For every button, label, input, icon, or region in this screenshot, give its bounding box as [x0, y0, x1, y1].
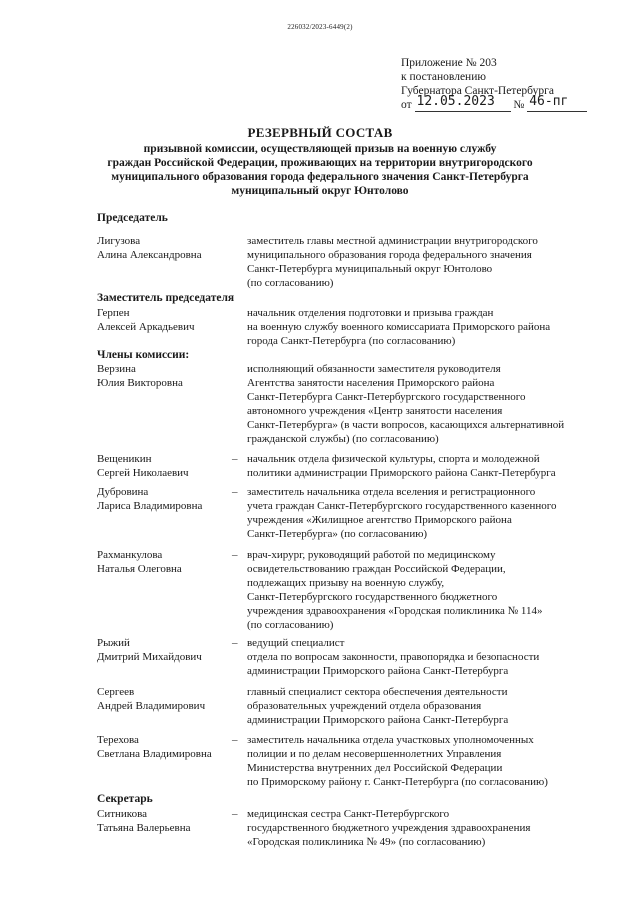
member-position: ведущий специалист отдела по вопросам законности, правопорядка и безопасности администрации Приморского района Санкт-Петербурга — [247, 637, 540, 677]
appendix-block — [401, 56, 621, 112]
member-name: Лигузова Алина Александровна — [97, 235, 202, 261]
number-field — [527, 94, 587, 112]
number-prefix: № — [513, 99, 525, 111]
handwritten-date: 12.05.2023 — [416, 94, 495, 109]
subtitle-line: призывной комиссии, осуществляющей призыв на военную службу — [143, 143, 497, 155]
appendix-date-line — [401, 94, 621, 112]
document-subtitle — [100, 142, 540, 198]
member-name: Верзина Юлия Викторовна — [97, 363, 183, 389]
member-position: медицинская сестра Санкт-Петербургского государственного бюджетного учреждения здравоохранения «Городская поликлиника № 49» (по согласованию) — [247, 808, 531, 848]
subtitle-line: муниципального образования города федерального значения Санкт-Петербурга — [111, 171, 529, 183]
role-secretary-heading: Секретарь — [97, 793, 153, 805]
document-number: 226032/2023-6449(2) — [287, 23, 353, 31]
dash-separator: – — [232, 486, 238, 498]
dash-separator: – — [232, 549, 238, 561]
handwritten-number: 46-пг — [529, 94, 569, 109]
member-name: Рахманкулова Наталья Олеговна — [97, 549, 182, 575]
member-position: заместитель начальника отдела вселения и регистрационного учета граждан Санкт-Петербургского государственного казенного учреждения «Жилищное агентство Приморского района Санкт-Петербурга» (по согласованию) — [247, 486, 557, 540]
member-name: Сергеев Андрей Владимирович — [97, 686, 206, 712]
appendix-line: Губернатора Санкт-Петербурга — [401, 85, 554, 97]
member-position: врач-хирург, руководящий работой по медицинскому освидетельствованию граждан Российской Федерации, подлежащих призыву на военную службу, Санкт-Петербургского государственного бюджетного учреждения здравоохранения «Городская поликлиника № 114» (по согласованию) — [247, 549, 543, 631]
date-prefix: от — [401, 99, 412, 111]
document-title: РЕЗЕРВНЫЙ СОСТАВ — [247, 125, 393, 140]
dash-separator: – — [232, 637, 238, 649]
dash-separator: – — [232, 808, 238, 820]
subtitle-line: муниципальный округ Юнтолово — [231, 185, 409, 197]
date-field — [415, 94, 511, 112]
appendix-line: к постановлению — [401, 71, 486, 83]
role-chair-heading: Председатель — [97, 212, 168, 224]
member-position: заместитель главы местной администрации внутригородского муниципального образования города федерального значения Санкт-Петербурга муниципальный округ Юнтолово (по согласованию) — [247, 235, 538, 289]
member-position: начальник отделения подготовки и призыва граждан на военную службу военного комиссариата Приморского района города Санкт-Петербурга (по согласованию) — [247, 307, 551, 347]
member-name: Герпен Алексей Аркадьевич — [97, 307, 195, 333]
subtitle-line: граждан Российской Федерации, проживающих на территории внутригородского — [107, 157, 533, 169]
member-name: Терехова Светлана Владимировна — [97, 734, 212, 760]
member-position: начальник отдела физической культуры, спорта и молодежной политики администрации Приморского района Санкт-Петербурга — [247, 453, 556, 479]
dash-separator: – — [232, 453, 238, 465]
dash-separator: – — [232, 734, 238, 746]
role-deputy-heading: Заместитель председателя — [97, 292, 235, 304]
member-position: заместитель начальника отдела участковых уполномоченных полиции и по делам несовершеннолетних Управления Министерства внутренних дел Российской Федерации по Приморскому району г. Санкт-Петербурга (по согласованию) — [247, 734, 548, 788]
member-name: Рыжий Дмитрий Михайдович — [97, 637, 202, 663]
member-name: Дубровина Лариса Владимировна — [97, 486, 203, 512]
member-name: Ситникова Татьяна Валерьевна — [97, 808, 191, 834]
member-position: главный специалист сектора обеспечения деятельности образовательных учреждений отдела образования администрации Приморского района Санкт-Петербурга — [247, 686, 509, 726]
member-name: Вещеникин Сергей Николаевич — [97, 453, 189, 479]
member-position: исполняющий обязанности заместителя руководителя Агентства занятости населения Приморского района Санкт-Петербурга Санкт-Петербургского государственного автономного учреждения «Центр занятости населения Санкт-Петербурга» (в части вопросов, касающихся альтернативной гражданской службы) (по согласованию) — [247, 363, 565, 445]
appendix-line: Приложение № 203 — [401, 57, 497, 69]
role-members-heading: Члены комиссии: — [97, 349, 190, 361]
